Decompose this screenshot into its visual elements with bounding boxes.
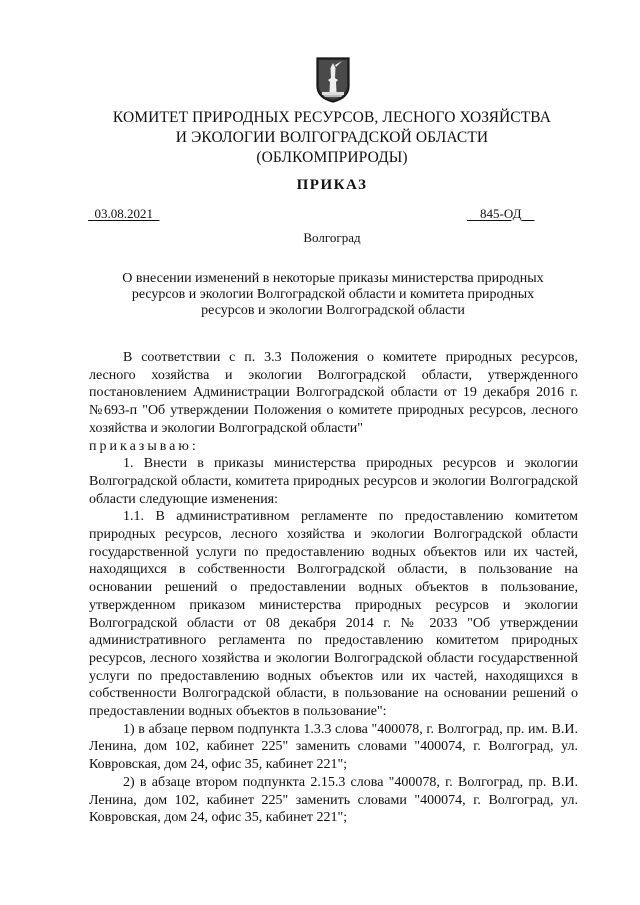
- subitem-1-paragraph: 1) в абзаце первом подпункта 1.3.3 слова "400078, г. Волгоград, пр. им. В.И. Ленина, дом 102, кабинет 225" заменить словами "400074, г. Волгоград, ул. Ковровская, дом 24, офис 35, кабинет 221";: [89, 721, 578, 773]
- item-1-paragraph: 1. Внести в приказы министерства природных ресурсов и экологии Волгоградской области, комитета природных ресурсов и экологии Волгоградской области следующие изменения:: [89, 456, 578, 507]
- organization-name: [0, 108, 640, 168]
- org-line-2: И ЭКОЛОГИИ ВОЛГОГРАДСКОЙ ОБЛАСТИ: [175, 129, 489, 146]
- order-word: приказываю:: [89, 438, 199, 454]
- number-value: 845-ОД: [480, 206, 522, 221]
- document-type: ПРИКАЗ: [296, 177, 368, 193]
- date-value: 03.08.2021: [94, 206, 153, 221]
- document-number: [467, 206, 534, 222]
- org-line-3: (ОБЛКОМПРИРОДЫ): [256, 149, 408, 166]
- subject-line-1: О внесении изменений в некоторые приказы министерства природных: [122, 271, 544, 286]
- document-subject: [100, 271, 566, 319]
- subject-line-3: ресурсов и экологии Волгоградской области: [201, 303, 465, 318]
- document-city: Волгоград: [303, 230, 361, 245]
- subject-line-2: ресурсов и экологии Волгоградской области и комитета природных: [131, 287, 535, 302]
- org-line-1: КОМИТЕТ ПРИРОДНЫХ РЕСУРСОВ, ЛЕСНОГО ХОЗЯЙСТВА: [112, 109, 552, 126]
- coat-of-arms-icon: [315, 56, 351, 104]
- subitem-2-paragraph: 2) в абзаце втором подпункта 2.15.3 слова "400078, г. Волгоград, пр. В.И. Ленина, дом 102, кабинет 225" заменить словами "400074, г. Волгоград, ул. Ковровская, дом 24, офис 35, кабинет 221";: [89, 774, 578, 826]
- preamble-paragraph: В соответствии с п. 3.3 Положения о комитете природных ресурсов, лесного хозяйства и экологии Волгоградской области, утвержденного постановлением Администрации Волгоградской области от 19 декабря 2016 г. №693-п "Об утверждении Положения о комитете природных ресурсов, лесного хозяйства и экологии Волгоградской области": [89, 350, 578, 436]
- document-date: [88, 206, 160, 222]
- document-body: [89, 349, 578, 827]
- item-1-1-paragraph: 1.1. В административном регламенте по предоставлению комитетом природных ресурсов, лесного хозяйства и экологии Волгоградской области государственной услуги по предоставлению водных объектов или их частей, находящихся в собственности Волгоградской области, в пользование на основании решений о предоставлении водных объектов в пользование, утвержденном приказом министерства природных ресурсов и экологии Волгоградской области от 08 декабря 2014 г. № 2033 "Об утверждении административного регламента по предоставлению комитетом природных ресурсов, лесного хозяйства и экологии Волгоградской области государственной услуги по предоставлению водных объектов или их частей, находящихся в собственности Волгоградской области, в пользование на основании решений о предоставлении водных объектов в пользование":: [89, 509, 578, 720]
